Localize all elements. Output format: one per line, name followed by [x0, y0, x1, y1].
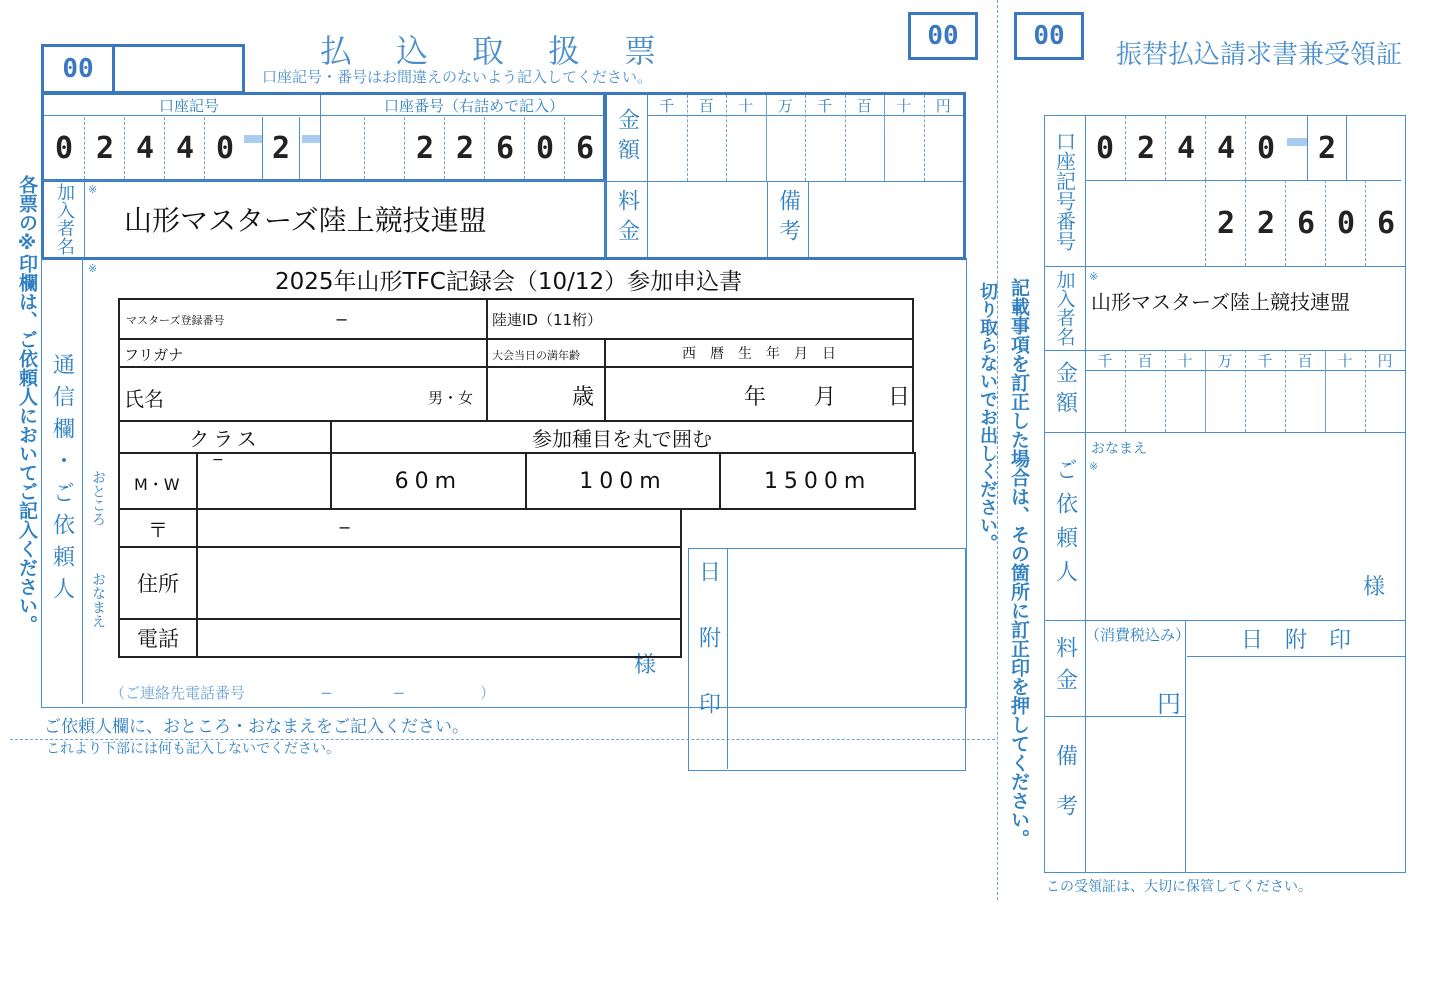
postal-mark: 〒: [148, 517, 168, 542]
amount-unit: 十: [1325, 350, 1365, 371]
dash-mark: [244, 135, 262, 143]
amount-unit: 百: [1285, 350, 1325, 371]
amount-unit: 円: [1365, 350, 1405, 371]
right-account-number-digit: 6: [1365, 180, 1406, 266]
code-value: 00: [1033, 21, 1065, 51]
right-account-number-digit: 6: [1285, 180, 1326, 266]
masters-label: マスターズ登録番号: [126, 314, 225, 327]
account-number-digit: [364, 117, 405, 179]
comm-sama: 様: [634, 653, 657, 678]
onamae-label: おなまえ: [1091, 441, 1147, 457]
unit-divider: [766, 95, 767, 181]
name-label: 氏名: [124, 387, 164, 411]
unit-divider: [687, 95, 688, 181]
class-dash: −: [212, 452, 224, 468]
rikuren-label: 陸連ID（11桁）: [492, 311, 603, 329]
birth-label: 西 暦 生 年 月 日: [682, 346, 836, 362]
address-input[interactable]: [206, 568, 670, 598]
account-symbol-digit: 0: [204, 117, 245, 179]
amount-label: 金額: [607, 95, 648, 181]
receipt-form: 口座記号番号 0 2 4 4 0 2 2 2 6 0 6 加入者名 ※ 山形マスターズ陸上競技連盟 金額 千 百 十 万 千 百 十 円 ご依頼人 おなまえ ※ 様 料金 （消費税込み） 円 日 附 印 備考: [1044, 115, 1406, 873]
right-sama: 様: [1363, 575, 1386, 600]
right-account-number-digit: 2: [1205, 180, 1246, 266]
account-number-digit: [324, 117, 364, 179]
rikuren-id-input[interactable]: [628, 308, 902, 334]
unit-divider: [1245, 350, 1246, 432]
amount-unit: 万: [766, 95, 806, 116]
dash-mark: [1287, 138, 1307, 146]
account-symbol-digit: 0: [54, 130, 74, 166]
unit-divider: [805, 95, 806, 181]
day-unit: 日: [888, 385, 911, 410]
year-unit: 年: [744, 385, 767, 410]
right-remarks-label: 備考: [1045, 716, 1086, 872]
right-date-stamp: 日 附 印: [1187, 620, 1405, 657]
entry-form: [118, 298, 914, 658]
account-notice: 口座記号・番号はお間違えのないよう記入してください。: [262, 68, 653, 86]
right-account-symbol-digit: 0: [1245, 116, 1286, 180]
right-account-symbol-digit: 2: [1125, 116, 1166, 180]
right-title: 振替払込請求書兼受領証: [1116, 40, 1403, 70]
amount-unit: 百: [1125, 350, 1165, 371]
phone-label: 電話: [137, 627, 179, 651]
unit-divider: [884, 95, 885, 181]
unit-divider: [1325, 350, 1326, 432]
amount-unit: 千: [1085, 350, 1125, 371]
class-label: クラス: [189, 426, 261, 451]
dash-mark: [302, 135, 320, 143]
communication-area: 通信欄・ご依頼人 ※: [41, 258, 967, 708]
subscriber-name: 山形マスターズ陸上競技連盟: [124, 204, 487, 237]
masters-dash: −: [335, 310, 349, 329]
comm-label: 通信欄・ご依頼人: [42, 258, 83, 704]
event-option[interactable]: 60m: [330, 452, 527, 510]
amount-unit: 千: [1245, 350, 1285, 371]
right-footer: この受領証は、大切に保管してください。: [1046, 879, 1312, 895]
age-input[interactable]: [496, 382, 570, 410]
furigana-input[interactable]: [210, 342, 474, 366]
unit-divider: [1165, 350, 1166, 432]
left-vertical-notice: 各票の※印欄は、ご依頼人においてご記入ください。: [16, 175, 38, 634]
right-fee-label: 料金: [1045, 620, 1086, 716]
slip-title: 払 込 取 扱 票: [320, 32, 663, 70]
account-symbol-digit: 4: [164, 117, 205, 179]
right-code-box: [1014, 12, 1084, 60]
right-subscriber-label: 加入者名: [1045, 266, 1086, 350]
right-amount-label: 金額: [1045, 350, 1086, 432]
fee-label: 料金: [607, 181, 648, 257]
unit-divider: [1365, 350, 1366, 432]
footer-notice-2: これより下部には何も記入しないでください。: [46, 741, 340, 757]
remarks-label: 備考: [767, 181, 809, 257]
name-input[interactable]: [180, 382, 414, 410]
account-number-digit: 0: [524, 117, 565, 179]
code-box-left: [41, 44, 245, 94]
right-subscriber-name: 山形マスターズ陸上競技連盟: [1091, 290, 1350, 314]
unit-divider: [1125, 350, 1126, 432]
event-option[interactable]: 100m: [525, 452, 722, 510]
events-label: 参加種目を丸で囲む: [532, 426, 712, 451]
month-unit: 月: [814, 385, 837, 410]
correction-notice: 記載事項を訂正した場合は、その箇所に訂正印を押してください。: [1008, 278, 1030, 848]
amount-unit: 円: [924, 95, 964, 116]
age-unit: 歳: [572, 385, 595, 410]
account-number-digit: 2: [404, 117, 445, 179]
right-account-number-digit: 0: [1325, 180, 1366, 266]
account-symbol-label: 口座記号: [158, 96, 219, 115]
phone-input[interactable]: [206, 626, 670, 654]
cut-notice: 切り取らないでお出しください。: [977, 282, 998, 552]
subscriber-label: 加入者名: [44, 181, 85, 257]
subscriber-box: 加入者名 ※ 山形マスターズ陸上競技連盟: [41, 180, 606, 260]
postal-dash: −: [338, 518, 352, 537]
footer-notice-1: ご依頼人欄に、おところ・おなまえをご記入ください。: [44, 717, 469, 737]
code-box-right: [908, 12, 978, 60]
name-vertical: おなまえ: [90, 572, 106, 628]
account-symbol-digit: 2: [84, 117, 125, 179]
code-value: 00: [927, 21, 959, 51]
right-account-symbol-digit: 0: [1095, 130, 1115, 166]
event-option[interactable]: 1500m: [719, 452, 916, 510]
yen-label: 円: [1157, 690, 1181, 718]
form-title: 2025年山形TFC記録会（10/12）参加申込書: [275, 269, 743, 295]
right-account-check-digit: 2: [1307, 116, 1347, 180]
account-number-label: 口座番号（右詰めで記入）: [383, 96, 564, 115]
requester-label: ご依頼人: [1045, 432, 1086, 620]
unit-divider: [1205, 350, 1206, 432]
amount-unit: 十: [884, 95, 924, 116]
code-value: 00: [62, 54, 94, 84]
amount-unit: 千: [647, 95, 687, 116]
account-check-digit: 2: [262, 117, 300, 179]
account-number-digit: 6: [564, 117, 605, 179]
account-number-digit: 2: [444, 117, 485, 179]
unit-divider: [845, 95, 846, 181]
class-mw[interactable]: M・W: [134, 475, 180, 494]
amount-unit: 百: [687, 95, 727, 116]
unit-divider: [726, 95, 727, 181]
right-account-symbol-digit: 4: [1165, 116, 1206, 180]
furigana-label: フリガナ: [124, 346, 184, 364]
amount-unit: 千: [805, 95, 845, 116]
right-account-label: 口座記号番号: [1045, 116, 1086, 266]
right-account-symbol-digit: 4: [1205, 116, 1246, 180]
account-number-digit: 6: [484, 117, 525, 179]
contact-phone: （ご連絡先電話番号 − − ）: [110, 684, 496, 702]
amount-block: [604, 92, 966, 260]
unit-divider: [924, 95, 925, 181]
amount-unit: 十: [726, 95, 766, 116]
account-symbol-digit: 4: [124, 117, 165, 179]
tax-label: （消費税込み）: [1085, 626, 1191, 644]
amount-unit: 百: [845, 95, 885, 116]
address-label: 住所: [137, 572, 179, 596]
account-block: [41, 92, 606, 182]
age-label: 大会当日の満年齢: [492, 349, 580, 362]
date-stamp-label: 日附印: [689, 549, 728, 769]
gender-label[interactable]: 男・女: [428, 389, 474, 407]
amount-unit: 十: [1165, 350, 1205, 371]
amount-unit: 万: [1205, 350, 1245, 371]
right-account-number-digit: 2: [1245, 180, 1286, 266]
address-vertical: おところ: [90, 470, 106, 526]
unit-divider: [1285, 350, 1286, 432]
